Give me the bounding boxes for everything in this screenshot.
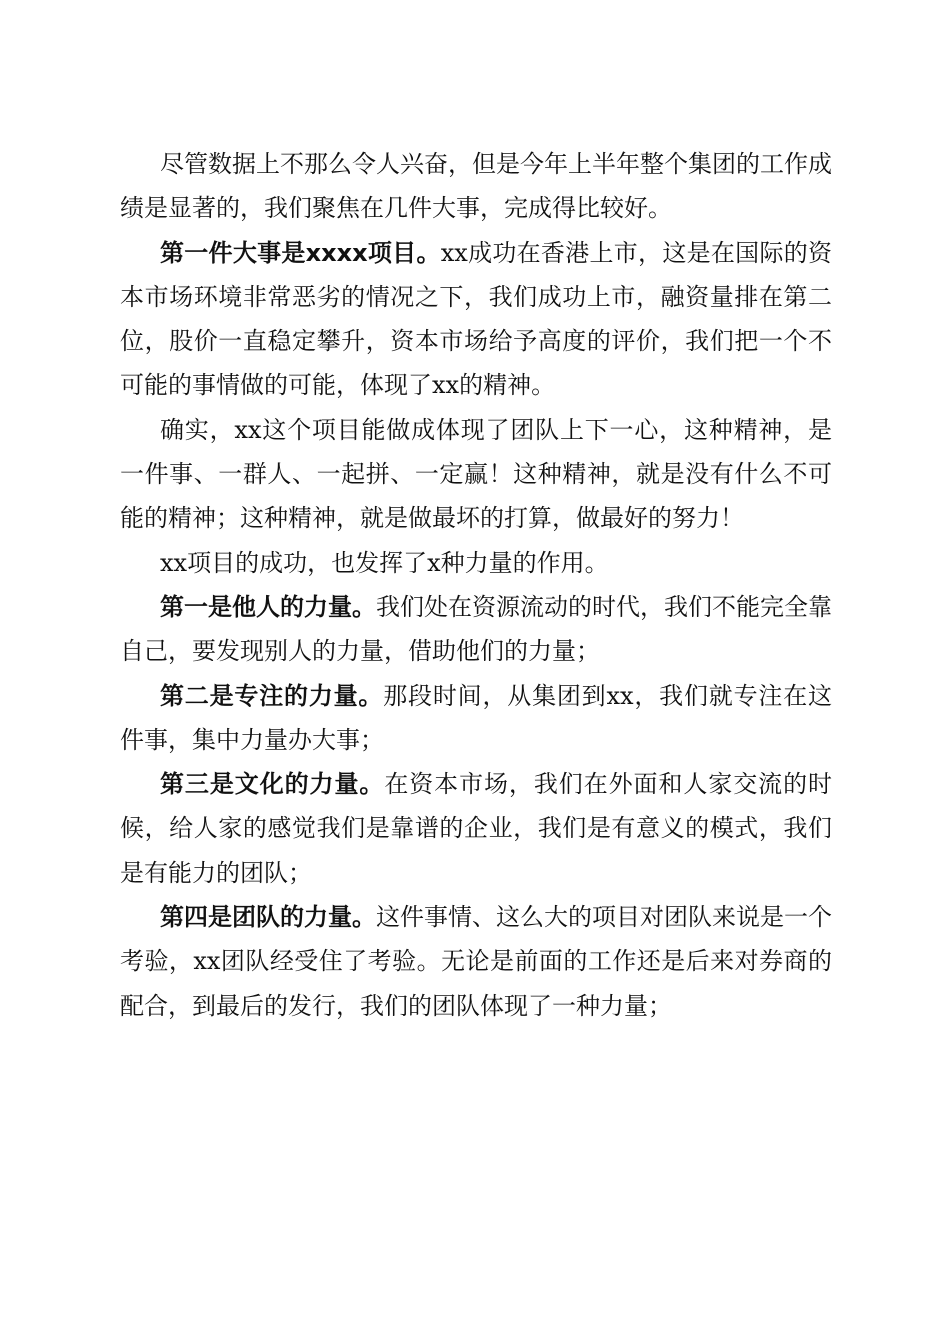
paragraph-text: 尽管数据上不那么令人兴奋，但是今年上半年整个集团的工作成绩是显著的，我们聚焦在几件大事，完成得比较好。 (120, 150, 832, 223)
paragraph-text: 确实，xx这个项目能做成体现了团队上下一心，这种精神，是一件事、一群人、一起拼、一定赢！这种精神，就是没有什么不可能的精神；这种精神，就是做最坏的打算，做最好的努力！ (120, 415, 832, 533)
paragraph-force-focus (120, 674, 832, 763)
paragraph-forces-intro (120, 541, 832, 585)
paragraph-first-event (120, 231, 832, 408)
paragraph-force-others (120, 585, 832, 674)
paragraph-text: xx项目的成功，也发挥了x种力量的作用。 (160, 548, 609, 577)
paragraph-lead: 第一是他人的力量。 (160, 592, 376, 621)
paragraph-lead: 第一件大事是xxxx项目。 (160, 238, 441, 267)
paragraph-force-culture (120, 762, 832, 895)
paragraph-lead: 第四是团队的力量。 (160, 903, 376, 932)
paragraph-force-team (120, 895, 832, 1028)
paragraph-text: 那段时间，从集团到xx，我们就专注在这件事，集中力量办大事； (120, 681, 832, 754)
paragraph-lead: 第二是专注的力量。 (160, 681, 384, 710)
paragraph-text: xx成功在香港上市，这是在国际的资本市场环境非常恶劣的情况之下，我们成功上市，融资量排在第二位，股价一直稳定攀升，资本市场给予高度的评价，我们把一个不可能的事情做的可能，体现了xx的精神。 (120, 238, 833, 400)
paragraph-intro (120, 142, 832, 231)
paragraph-team-spirit (120, 408, 832, 541)
document-page (120, 142, 832, 1028)
paragraph-lead: 第三是文化的力量。 (160, 770, 385, 799)
paragraph-text: 在资本市场，我们在外面和人家交流的时候，给人家的感觉我们是靠谱的企业，我们是有意义的模式，我们是有能力的团队； (120, 770, 833, 887)
paragraph-text: 我们处在资源流动的时代，我们不能完全靠自己，要发现别人的力量，借助他们的力量； (120, 592, 832, 666)
paragraph-text: 这件事情、这么大的项目对团队来说是一个考验，xx团队经受住了考验。无论是前面的工作还是后来对券商的配合，到最后的发行，我们的团队体现了一种力量； (120, 903, 832, 1020)
